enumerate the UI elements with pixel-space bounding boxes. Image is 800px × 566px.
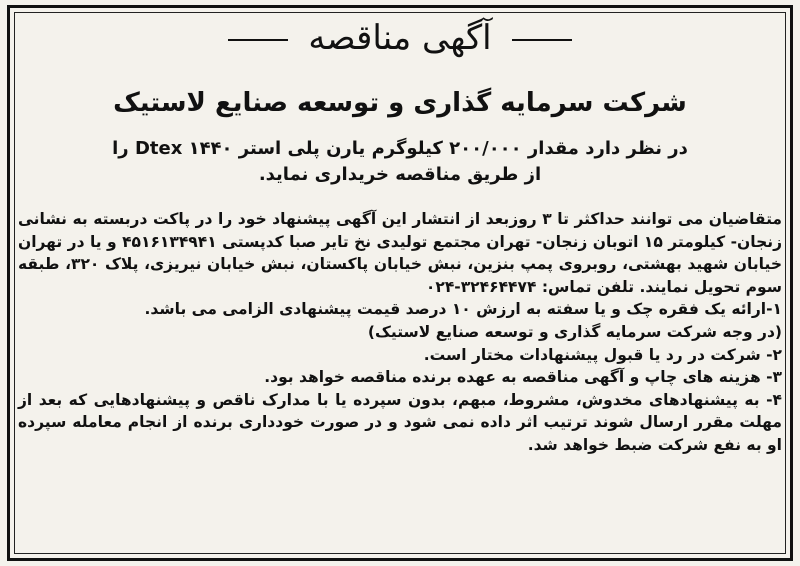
- header-flourish-right: [512, 39, 572, 41]
- submission-text: متقاضیان می توانند حداکثر تا ۳ روزبعد از انتشار این آگهی پیشنهاد خود را در پاکت دربسته به نشانی زنجان- کیلومتر ۱۵ اتوبان زنجان- تهران مجتمع تولیدی نخ تایر صبا کدپستی ۴۵۱۶۱۳۴۹۴۱ و یا در تهران خیابان شهید بهشتی، روبروی پمپ بنزین، نبش خیابان پاکستان، نبش خیابان نیریزی، پلاک ۳۲۰، طبقه سوم تحویل نمایند.: [18, 210, 782, 296]
- condition-item-1-note: (در وجه شرکت سرمایه گذاری و توسعه صنایع لاستیک): [367, 322, 782, 341]
- condition-item-4: ۴- به پیشنهادهای مخدوش، مشروط، مبهم، بدون سپرده یا با مدارک ناقص و پیشنهادهایی که بعد از مهلت مقرر ارسال شوند ترتیب اثر داده نمی شود و در صورت خودداری برنده از انجام معامله سپرده او به نفع شرکت ضبط خواهد شد.: [18, 390, 782, 454]
- notice-body: [18, 208, 782, 457]
- notice-title: آگهی مناقصه: [308, 18, 492, 58]
- submission-paragraph: [18, 208, 782, 298]
- notice-header: [0, 10, 800, 66]
- condition-item-2: ۲- شرکت در رد یا قبول پیشنهادات مختار است.: [423, 345, 782, 364]
- condition-item-3: ۳- هزینه های چاپ و آگهی مناقصه به عهده برنده مناقصه خواهد بود.: [264, 368, 782, 387]
- phone-number: ۰۲۴-۳۲۴۶۴۴۷۴: [425, 277, 537, 296]
- header-flourish-left: [228, 39, 288, 41]
- company-name: شرکت سرمایه گذاری و توسعه صنایع لاستیک: [113, 88, 687, 118]
- intro-line-2: از طریق مناقصه خریداری نماید.: [258, 164, 542, 185]
- intro-line-1: در نظر دارد مقدار ۲۰۰/۰۰۰ کیلوگرم یارن پلی استر Dtex ۱۴۴۰ را: [112, 138, 688, 159]
- intro-block: [40, 136, 760, 188]
- phone-label: تلفن تماس:: [541, 277, 635, 296]
- condition-item-1: ۱-ارائه یک فقره چک و یا سفته به ارزش ۱۰ درصد قیمت پیشنهادی الزامی می باشد.: [144, 300, 782, 319]
